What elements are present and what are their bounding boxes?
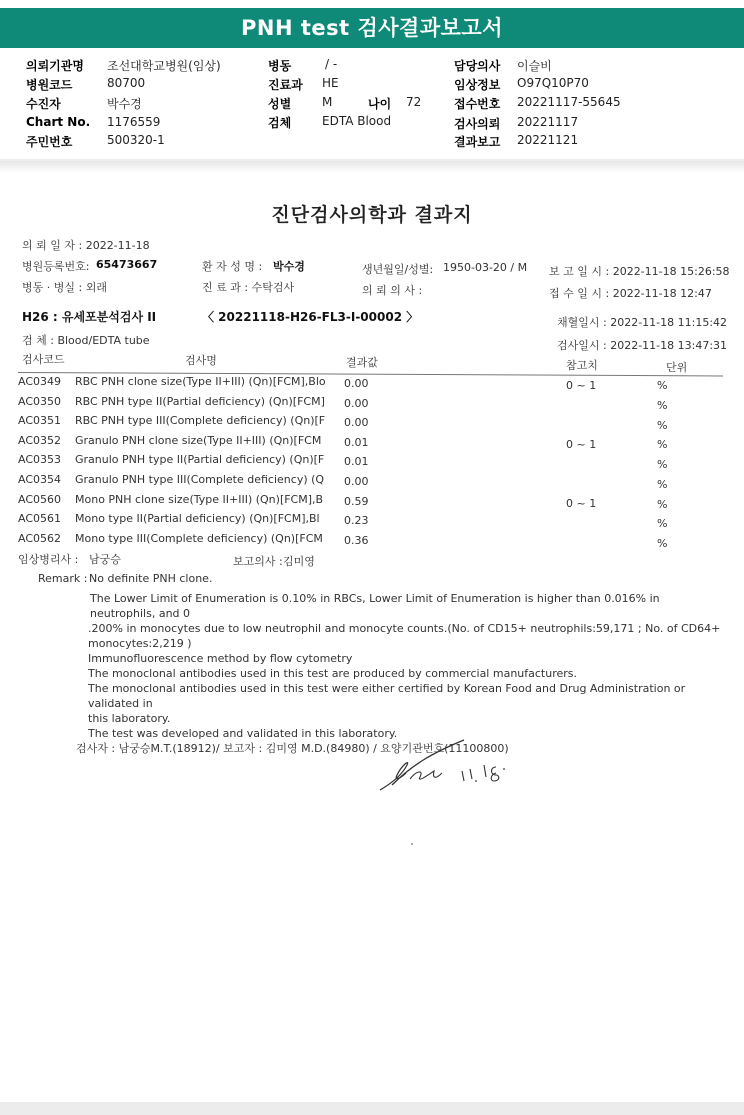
header-value: 1176559 [107, 115, 161, 129]
header-value: 이슬비 [517, 59, 552, 73]
row-code: AC0353 [18, 453, 62, 467]
dept: 진 료 과 : 수탁검사 [202, 281, 295, 294]
header-value: O97Q10P70 [517, 76, 589, 90]
header-value: HE [322, 76, 339, 90]
row-result: 0.01 [344, 455, 369, 469]
row-unit: % [657, 537, 668, 551]
row-name: RBC PNH type III(Complete deficiency) (Qn)[F [75, 414, 326, 428]
page-footer-bar [0, 1102, 744, 1115]
patient-name: 박수경 [273, 260, 305, 273]
row-ref: 0 ~ 1 [566, 437, 597, 451]
speck [411, 843, 413, 845]
doctor: 의 뢰 의 사 : [362, 284, 423, 297]
row-code: AC0352 [18, 433, 62, 447]
header-value: 20221117-55645 [517, 95, 621, 109]
sample-id: 〈 20221118-H26-FL3-I-00002 〉 [202, 310, 419, 324]
row-result: 0.23 [344, 514, 369, 528]
specimen: 검 체 : Blood/EDTA tube [22, 334, 150, 347]
row-name: RBC PNH type II(Partial deficiency) (Qn)[FCM] [75, 394, 325, 408]
row-name: Mono type II(Partial deficiency) (Qn)[FCM],Bl [75, 512, 320, 526]
header-label: 진료과 [268, 78, 303, 92]
header-label: 담당의사 [454, 59, 501, 73]
row-code: AC0349 [18, 375, 62, 388]
row-unit: % [657, 379, 668, 392]
reg-no: 65473667 [96, 258, 158, 271]
header-value: 500320-1 [107, 133, 165, 147]
row-ref: 0 ~ 1 [566, 496, 597, 510]
remark-label: Remark : [38, 572, 88, 585]
scan-shadow [0, 161, 744, 173]
row-code: AC0351 [18, 414, 62, 428]
row-ref: 0 ~ 1 [566, 379, 597, 392]
header-value: 20221121 [517, 133, 579, 147]
handwritten-signature [372, 735, 522, 797]
row-name: Granulo PNH type II(Partial deficiency) (Qn)[F [75, 453, 325, 467]
row-unit: % [657, 418, 668, 432]
dob-label: 생년월일/성별: [362, 263, 434, 276]
remark-line: The monoclonal antibodies used in this test were either certified by Korean Food and Drug Administration or validated in [88, 682, 686, 710]
report-title: 진단검사의학과 결과지 [271, 204, 473, 226]
header-value: 조선대학교병원(임상) [107, 59, 221, 73]
request-date: 의 뢰 일 자 : 2022-11-18 [22, 239, 150, 252]
header-label: 검사의뢰 [454, 117, 501, 131]
header-value: 80700 [107, 76, 146, 90]
reporter-name: 김미영 [283, 555, 315, 568]
col-unit: 단위 [666, 361, 688, 374]
row-code: AC0354 [18, 473, 62, 486]
collect-date: 채혈일시 : 2022-11-18 11:15:42 [557, 316, 728, 329]
row-unit: % [657, 458, 668, 472]
remark-line: Immunofluorescence method by flow cytometry [88, 652, 353, 665]
header-label: 임상정보 [454, 78, 501, 92]
exam-date: 검사일시 : 2022-11-18 13:47:31 [557, 339, 728, 352]
header-label: 병원코드 [26, 78, 73, 92]
report-date: 보 고 일 시 : 2022-11-18 15:26:58 [549, 265, 730, 278]
remark-line: The Lower Limit of Enumeration is 0.10% in RBCs, Lower Limit of Enumeration is higher than 0.016% in neutrophils, and 0 [90, 592, 660, 620]
header-label: 병동 [268, 59, 292, 73]
header-label: 나이 [368, 97, 392, 111]
col-ref: 참고치 [566, 359, 598, 372]
row-code: AC0350 [18, 394, 62, 408]
header-label: 결과보고 [454, 135, 501, 149]
test-name: H26 : 유세포분석검사 II [22, 310, 157, 324]
header-label: 주민번호 [26, 135, 73, 149]
header-value: 박수경 [107, 97, 142, 111]
reporter-label: 보고의사 : [233, 555, 283, 568]
remark-line: 검사자 : 남궁승M.T.(18912)/ 보고자 : 김미영 M.D.(84980) / 요양기관번호(11100800) [76, 742, 509, 755]
row-result: 0.59 [344, 494, 369, 508]
row-name: Mono type III(Complete deficiency) (Qn)[FCM [75, 531, 323, 545]
header-value: / - [325, 57, 338, 71]
header-value: EDTA Blood [322, 114, 392, 128]
header-label: 접수번호 [454, 97, 501, 111]
row-unit: % [657, 477, 668, 491]
patient-label: 환 자 성 명 : [202, 260, 263, 273]
clinical-label: 임상병리사 : [18, 553, 79, 566]
row-code: AC0561 [18, 512, 62, 526]
row-unit: % [657, 398, 668, 412]
remark-line: this laboratory. [88, 712, 171, 725]
remark-line: monocytes:2,219 ) [88, 637, 192, 650]
row-unit: % [657, 517, 668, 531]
header-label: 의뢰기관명 [26, 59, 84, 73]
row-result: 0.01 [344, 435, 369, 449]
col-result: 결과값 [346, 356, 378, 369]
header-value: 72 [406, 95, 422, 109]
row-result: 0.00 [344, 475, 369, 488]
row-result: 0.00 [344, 377, 369, 390]
row-name: Granulo PNH clone size(Type II+III) (Qn)[FCM [75, 433, 322, 447]
remark-first: No definite PNH clone. [89, 572, 213, 585]
header-label: Chart No. [26, 115, 91, 129]
row-code: AC0560 [18, 492, 62, 506]
row-result: 0.00 [344, 416, 369, 430]
header-label: 검체 [268, 116, 292, 130]
row-result: 0.00 [344, 396, 369, 410]
remark-body [76, 591, 728, 756]
remark-line: The test was developed and validated in this laboratory. [88, 727, 398, 740]
dob: 1950-03-20 / M [443, 261, 528, 274]
remark-line: .200% in monocytes due to low neutrophil and monocyte counts.(No. of CD15+ neutrophils:59,171 ; No. of CD64+ [88, 622, 721, 635]
row-code: AC0562 [18, 531, 62, 545]
report-banner: PNH test 검사결과보고서 [0, 8, 744, 48]
row-result: 0.36 [344, 533, 369, 547]
remark-line: The monoclonal antibodies used in this test are produced by commercial manufacturers. [88, 667, 578, 680]
header-label: 수진자 [26, 97, 61, 111]
reg-no-label: 병원등록번호: [22, 260, 90, 273]
row-unit: % [657, 438, 668, 452]
col-code: 검사코드 [22, 353, 65, 366]
header-label: 성별 [268, 97, 292, 111]
col-name: 검사명 [185, 354, 217, 367]
row-unit: % [657, 497, 668, 511]
row-name: RBC PNH clone size(Type II+III) (Qn)[FCM],Blo [75, 375, 326, 388]
header-value: 20221117 [517, 115, 579, 129]
receipt-date: 접 수 일 시 : 2022-11-18 12:47 [549, 287, 712, 300]
row-name: Granulo PNH type III(Complete deficiency) (Q [75, 473, 325, 486]
header-value: M [322, 95, 333, 109]
ward: 병동 · 병실 : 외래 [22, 281, 107, 294]
clinical-name: 남궁승 [89, 553, 121, 566]
row-name: Mono PNH clone size(Type II+III) (Qn)[FCM],B [75, 492, 324, 506]
